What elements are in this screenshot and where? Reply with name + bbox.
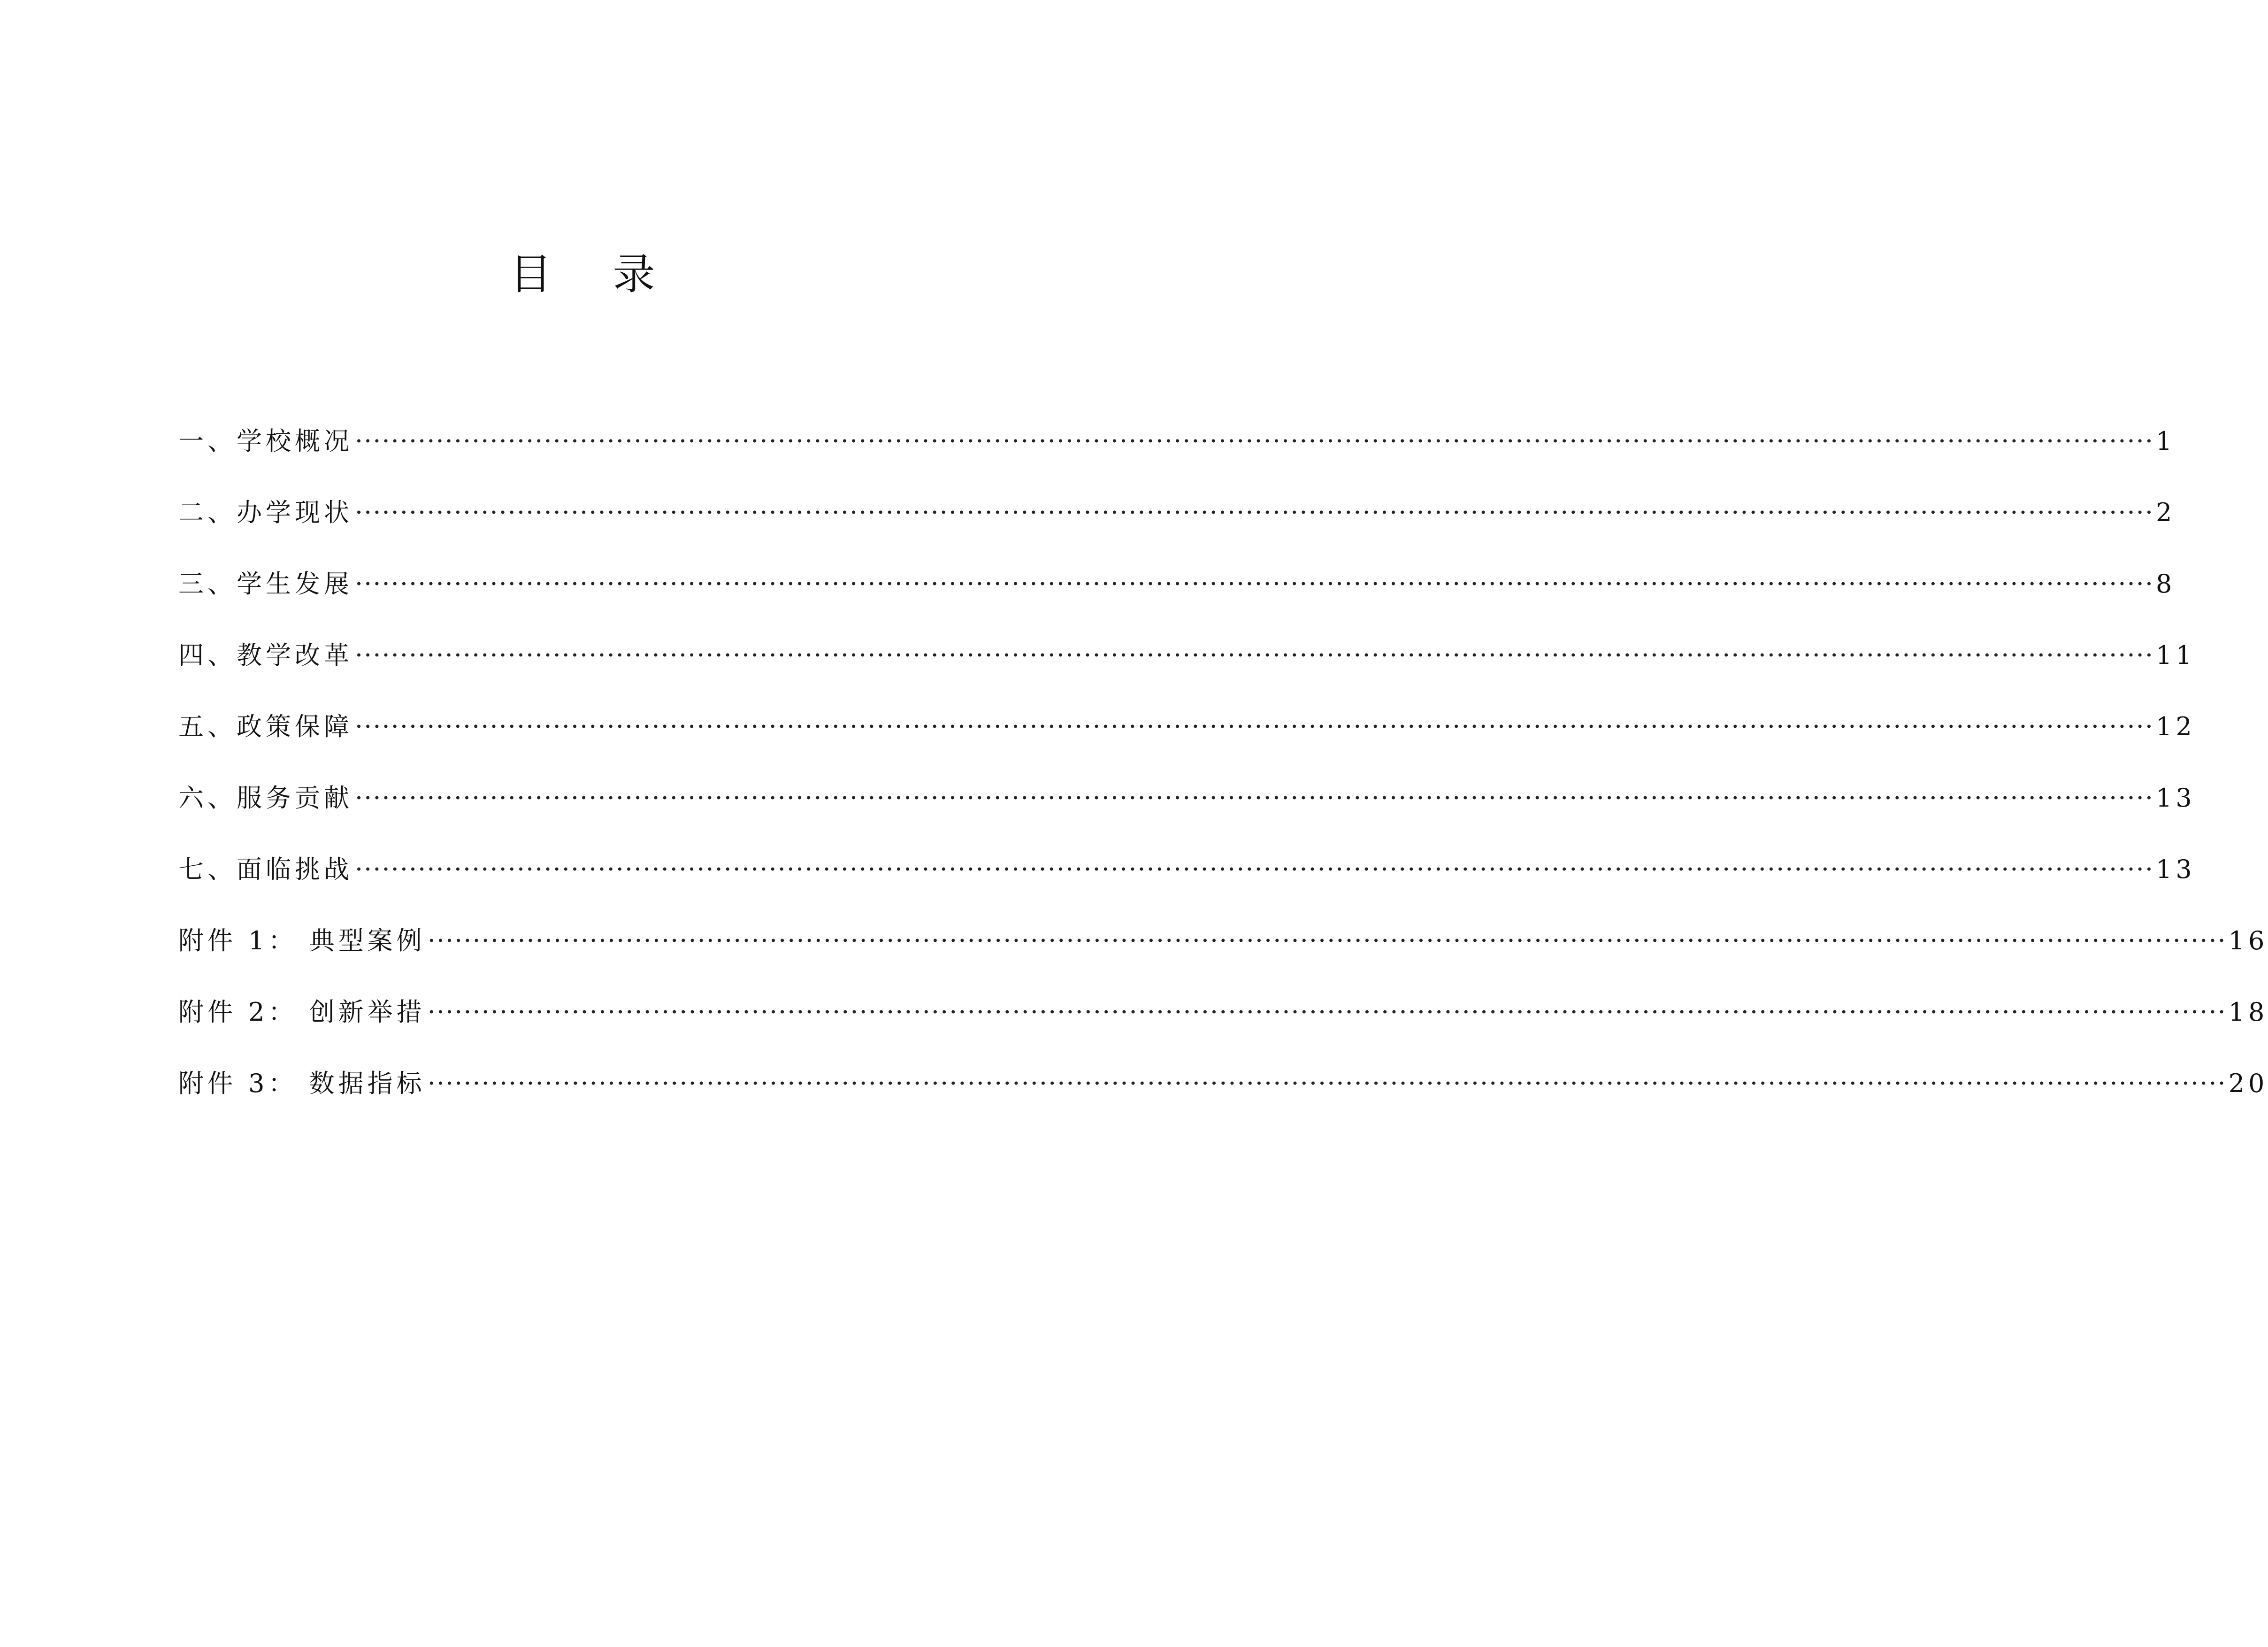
- toc-leader-dots: ········································································································································································································: [355, 426, 2154, 456]
- page-title: [0, 246, 1165, 303]
- toc-entry-label: 附件 1： 典型案例: [178, 926, 426, 955]
- toc-leader-dots: ········································································································································································································: [427, 997, 2227, 1027]
- table-of-contents: [178, 425, 2268, 1139]
- page-title-char-1: 目: [509, 250, 552, 299]
- toc-entry-label: 七、面临挑战: [178, 854, 353, 884]
- toc-entry-page: 20: [2228, 1069, 2268, 1098]
- toc-entry-page: 13: [2156, 783, 2196, 813]
- toc-leader-dots: ········································································································································································································: [355, 854, 2154, 884]
- toc-entry-label: 附件 2： 创新举措: [178, 997, 426, 1027]
- toc-entry-page: 1: [2156, 426, 2176, 456]
- toc-entry[interactable]: [178, 496, 2176, 568]
- toc-entry-page: 13: [2156, 854, 2196, 884]
- toc-entry-label: 五、政策保障: [178, 712, 353, 741]
- toc-entry[interactable]: [178, 782, 2196, 853]
- toc-leader-dots: ········································································································································································································: [355, 498, 2154, 527]
- toc-entry-label: 三、学生发展: [178, 569, 353, 599]
- toc-entry-label: 二、办学现状: [178, 498, 353, 527]
- toc-leader-dots: ········································································································································································································: [355, 712, 2154, 741]
- page-title-char-2: 录: [613, 250, 655, 299]
- toc-leader-dots: ········································································································································································································: [355, 569, 2154, 599]
- toc-leader-dots: ········································································································································································································: [427, 1069, 2227, 1098]
- toc-entry-label: 一、学校概况: [178, 426, 353, 456]
- toc-leader-dots: ········································································································································································································: [355, 640, 2154, 670]
- toc-entry-page: 12: [2156, 712, 2196, 741]
- toc-entry-page: 18: [2228, 997, 2268, 1027]
- toc-leader-dots: ········································································································································································································: [427, 926, 2227, 955]
- toc-entry-label: 附件 3： 数据指标: [178, 1069, 426, 1098]
- toc-entry-page: 16: [2228, 926, 2268, 955]
- toc-entry[interactable]: [178, 710, 2196, 782]
- toc-entry[interactable]: [178, 924, 2268, 996]
- toc-entry-page: 8: [2156, 569, 2176, 599]
- toc-entry[interactable]: [178, 425, 2176, 496]
- toc-entry[interactable]: [178, 996, 2268, 1067]
- toc-entry[interactable]: [178, 568, 2176, 639]
- toc-entry-page: 11: [2156, 640, 2196, 670]
- toc-entry-page: 2: [2156, 498, 2176, 527]
- toc-entry[interactable]: [178, 1067, 2268, 1139]
- toc-entry-label: 六、服务贡献: [178, 783, 353, 813]
- toc-entry-label: 四、教学改革: [178, 640, 353, 670]
- toc-entry[interactable]: [178, 853, 2196, 924]
- toc-entry[interactable]: [178, 639, 2196, 710]
- toc-leader-dots: ········································································································································································································: [355, 783, 2154, 813]
